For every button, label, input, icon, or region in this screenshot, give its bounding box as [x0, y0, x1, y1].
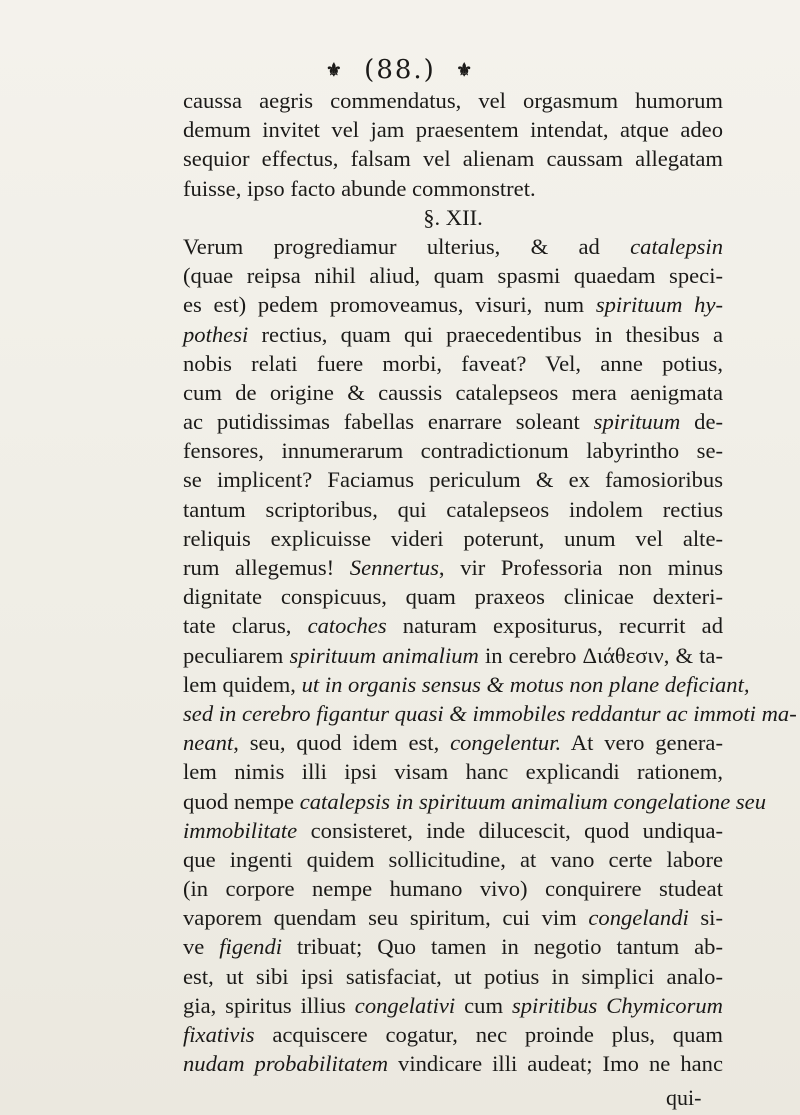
italic-run: neant — [183, 730, 234, 756]
text-run: , vir Professoria non minus — [438, 555, 723, 580]
text-line — [183, 816, 723, 845]
text-line — [183, 261, 723, 290]
text-line — [183, 378, 723, 407]
text-run: fuisse, ipso facto abunde commonstret. — [183, 175, 536, 201]
text-run: de- — [680, 409, 724, 435]
text-run: cum — [455, 992, 512, 1018]
text-line — [183, 611, 723, 640]
italic-run: spirituum animalium — [289, 642, 479, 668]
text-line — [183, 524, 723, 553]
text-line — [183, 845, 723, 874]
italic-run: immobilitate — [183, 817, 298, 843]
text-line — [183, 115, 723, 144]
text-run: acquiscere cogatur, nec proinde plus, quam — [254, 1022, 723, 1047]
italic-run: spirituum hy- — [595, 292, 724, 318]
text-line — [183, 232, 723, 261]
text-line — [183, 174, 723, 203]
italic-run: figendi — [219, 934, 283, 960]
text-run: demum invitet vel jam praesentem intendat, atque adeo — [183, 117, 723, 143]
text-run: sequior effectus, falsam vel alienam caussam allegatam — [183, 146, 723, 172]
text-run: ac putidissimas fabellas enarrare soleant — [183, 409, 594, 435]
text-line — [183, 991, 723, 1020]
text-line — [183, 1049, 723, 1078]
text-line — [183, 728, 723, 757]
text-line — [183, 641, 723, 670]
italic-run: spirituum — [593, 409, 681, 435]
text-run: tribuat; Quo tamen in negotio tantum ab- — [282, 934, 723, 960]
ornament-left-icon: ⚜ — [325, 59, 344, 81]
text-line — [183, 320, 723, 349]
text-run: consisteret, inde dilucescit, quod undiqua- — [297, 817, 723, 843]
text-run: peculiarem — [183, 642, 290, 668]
text-line — [183, 874, 723, 903]
text-line — [183, 349, 723, 378]
catchword: qui- — [666, 1085, 702, 1110]
text-run: , seu, quod idem est, — [233, 730, 451, 756]
text-line — [183, 582, 723, 611]
text-line — [183, 962, 723, 991]
italic-run: catoches — [307, 613, 387, 639]
text-line — [183, 407, 723, 436]
text-line — [183, 1020, 723, 1049]
text-run: caussa aegris commendatus, vel orgasmum humorum — [183, 88, 723, 113]
text-line — [183, 699, 797, 728]
italic-run: congelativi — [354, 992, 456, 1018]
text-run: in cerebro Διάθεσιν, & ta- — [478, 642, 723, 668]
text-run: (quae reipsa nihil aliud, quam spasmi quaedam speci- — [183, 263, 723, 289]
body-text — [183, 86, 797, 1078]
page-header — [0, 54, 800, 85]
italic-run: congelentur. — [450, 730, 562, 756]
text-run: lem quidem, — [183, 671, 302, 697]
text-run: vaporem quendam seu spiritum, cui vim — [183, 905, 589, 931]
italic-run: fixativis — [183, 1022, 255, 1047]
text-line — [183, 495, 723, 524]
text-run: quod nempe — [183, 788, 300, 814]
italic-run: spiritibus Chymicorum — [511, 992, 724, 1018]
text-line — [183, 553, 723, 582]
italic-run: nudam probabilitatem — [183, 1051, 389, 1077]
text-line — [183, 787, 766, 816]
text-line — [183, 757, 723, 786]
text-run: nobis relati fuere morbi, faveat? Vel, anne potius, — [183, 350, 723, 376]
text-run: naturam expositurus, recurrit ad — [386, 613, 723, 639]
italic-run: Sennertus — [349, 555, 439, 580]
text-line — [183, 144, 723, 173]
text-run: §. XII. — [423, 204, 483, 230]
text-run: se implicent? Faciamus periculum & ex famosioribus — [183, 467, 723, 493]
text-run: rectius, quam qui praecedentibus in thesibus a — [248, 321, 723, 347]
text-line — [183, 436, 723, 465]
text-run: reliquis explicuisse videri poterunt, unum vel alte- — [183, 525, 723, 551]
text-run: dignitate conspicuus, quam praxeos clinicae dexteri- — [183, 584, 723, 610]
italic-run: sed in cerebro figantur quasi & immobiles reddantur ac immoti ma- — [183, 700, 797, 726]
text-line — [183, 903, 723, 932]
ornament-right-icon: ⚜ — [456, 59, 475, 81]
italic-run: catalepsis in spirituum animalium congelatione seu — [299, 788, 766, 814]
italic-run: ut in organis sensus & motus non plane deficiant, — [301, 671, 750, 697]
text-run: cum de origine & caussis catalepseos mera aenigmata — [183, 379, 723, 405]
text-run: fensores, innumerarum contradictionum labyrintho se- — [183, 438, 723, 464]
italic-run: congelandi — [588, 905, 689, 931]
text-run: lem nimis illi ipsi visam hanc explicandi rationem, — [183, 759, 723, 785]
text-run: si- — [688, 905, 723, 931]
text-line — [183, 465, 723, 494]
italic-run: catalepsin — [630, 233, 723, 259]
text-line — [183, 670, 750, 699]
page-number: (88.) — [364, 55, 436, 85]
text-run: (in corpore nempe humano vivo) conquirere studeat — [183, 876, 723, 902]
text-run: tantum scriptoribus, qui catalepseos indolem rectius — [183, 496, 723, 522]
text-run: At vero genera- — [561, 730, 723, 756]
text-run: rum allegemus! — [183, 555, 350, 580]
text-run: es est) pedem promoveamus, visuri, num — [183, 292, 596, 318]
text-run: gia, spiritus illius — [183, 992, 355, 1018]
text-line — [183, 290, 723, 319]
text-run: Verum progrediamur ulterius, & ad — [183, 233, 631, 259]
text-run: tate clarus, — [183, 613, 308, 639]
text-line — [183, 203, 723, 232]
text-line — [183, 86, 723, 115]
text-line — [183, 932, 723, 961]
italic-run: pothesi — [183, 321, 249, 347]
text-run: est, ut sibi ipsi satisfaciat, ut potius in simplici analo- — [183, 963, 723, 989]
text-run: ve — [183, 934, 220, 960]
text-run: vindicare illi audeat; Imo ne hanc — [388, 1051, 724, 1077]
text-run: que ingenti quidem sollicitudine, at vano certe labore — [183, 846, 723, 872]
